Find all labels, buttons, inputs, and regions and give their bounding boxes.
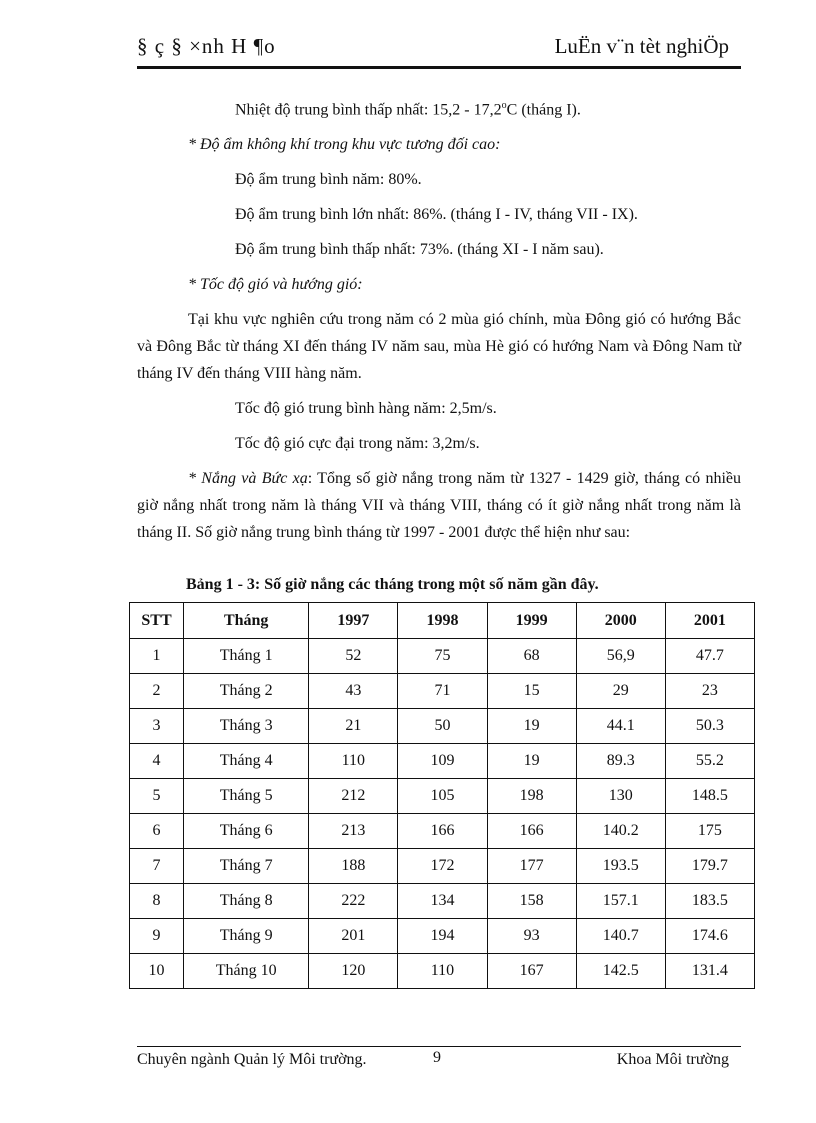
table-cell: 1 xyxy=(130,639,184,674)
table-cell: 213 xyxy=(309,814,398,849)
table-cell: 148.5 xyxy=(665,779,754,814)
table-cell: 201 xyxy=(309,919,398,954)
table-cell: 71 xyxy=(398,674,487,709)
column-header: 2000 xyxy=(576,603,665,639)
table-cell: 222 xyxy=(309,884,398,919)
table-row xyxy=(130,814,755,849)
sunshine-text: : Tổng số giờ nắng trong năm từ 1327 - 1429 giờ, tháng có nhiều giờ nắng nhất trong năm là tháng VII và tháng VIII, tháng có ít giờ nắng nhất trong năm là tháng II. Số giờ nắng trung bình tháng từ 1997 - 2001 được thể hiện như sau: xyxy=(137,470,741,542)
table-cell: 131.4 xyxy=(665,954,754,989)
table-row xyxy=(130,849,755,884)
table-cell: 166 xyxy=(487,814,576,849)
table-cell: 3 xyxy=(130,709,184,744)
table-cell: 2 xyxy=(130,674,184,709)
column-header: STT xyxy=(130,603,184,639)
humidity-heading: * Độ ẩm không khí trong khu vực tương đối cao: xyxy=(188,136,501,154)
table-cell: Tháng 1 xyxy=(184,639,309,674)
page-number: 9 xyxy=(433,1049,441,1066)
table-cell: 21 xyxy=(309,709,398,744)
table-cell: 5 xyxy=(130,779,184,814)
table-cell: 166 xyxy=(398,814,487,849)
table-row xyxy=(130,639,755,674)
table-cell: 89.3 xyxy=(576,744,665,779)
table-cell: Tháng 10 xyxy=(184,954,309,989)
table-row xyxy=(130,884,755,919)
table-cell: 188 xyxy=(309,849,398,884)
table-cell: 134 xyxy=(398,884,487,919)
table-cell: 110 xyxy=(398,954,487,989)
footer-left-text: Chuyên ngành Quản lý Môi trường. xyxy=(137,1051,367,1068)
footer-right-text: Khoa Môi trường xyxy=(616,1051,729,1068)
table-cell: Tháng 9 xyxy=(184,919,309,954)
column-header: 1998 xyxy=(398,603,487,639)
table-row xyxy=(130,674,755,709)
table-cell: 140.2 xyxy=(576,814,665,849)
table-cell: 167 xyxy=(487,954,576,989)
table-cell: Tháng 4 xyxy=(184,744,309,779)
table-cell: Tháng 5 xyxy=(184,779,309,814)
table-cell: 130 xyxy=(576,779,665,814)
table-cell: 120 xyxy=(309,954,398,989)
table-cell: 183.5 xyxy=(665,884,754,919)
table-caption: Bảng 1 - 3: Số giờ nắng các tháng trong một số năm gần đây. xyxy=(186,576,599,593)
table-cell: 44.1 xyxy=(576,709,665,744)
table-cell: 23 xyxy=(665,674,754,709)
sunshine-hours-table xyxy=(129,602,755,989)
table-cell: 19 xyxy=(487,744,576,779)
table-row xyxy=(130,779,755,814)
sunshine-paragraph xyxy=(137,465,741,546)
table-row xyxy=(130,954,755,989)
table-cell: 174.6 xyxy=(665,919,754,954)
table-cell: 50 xyxy=(398,709,487,744)
table-cell: 9 xyxy=(130,919,184,954)
table-cell: 68 xyxy=(487,639,576,674)
table-cell: 52 xyxy=(309,639,398,674)
table-body xyxy=(130,639,755,989)
column-header: 2001 xyxy=(665,603,754,639)
column-header: 1999 xyxy=(487,603,576,639)
column-header: Tháng xyxy=(184,603,309,639)
table-cell: 47.7 xyxy=(665,639,754,674)
table-cell: 29 xyxy=(576,674,665,709)
humidity-max: Độ ẩm trung bình lớn nhất: 86%. (tháng I - IV, tháng VII - IX). xyxy=(235,206,638,224)
humidity-min: Độ ẩm trung bình thấp nhất: 73%. (tháng XI - I năm sau). xyxy=(235,241,604,259)
table-cell: 175 xyxy=(665,814,754,849)
humidity-average: Độ ẩm trung bình năm: 80%. xyxy=(235,171,422,189)
table-row xyxy=(130,919,755,954)
page-footer xyxy=(137,1046,741,1068)
table-cell: 179.7 xyxy=(665,849,754,884)
table-cell: 75 xyxy=(398,639,487,674)
header-left-text: § ç § ×nh H ¶o xyxy=(137,34,276,58)
table-cell: 4 xyxy=(130,744,184,779)
page-header xyxy=(137,34,741,69)
table-row xyxy=(130,744,755,779)
table-cell: 212 xyxy=(309,779,398,814)
table-cell: 172 xyxy=(398,849,487,884)
table-cell: 56,9 xyxy=(576,639,665,674)
table-cell: 110 xyxy=(309,744,398,779)
table-cell: 19 xyxy=(487,709,576,744)
table-row xyxy=(130,709,755,744)
table-cell: 158 xyxy=(487,884,576,919)
table-cell: Tháng 2 xyxy=(184,674,309,709)
table-cell: 177 xyxy=(487,849,576,884)
table-cell: 105 xyxy=(398,779,487,814)
table-cell: Tháng 7 xyxy=(184,849,309,884)
table-cell: Tháng 6 xyxy=(184,814,309,849)
table-cell: 6 xyxy=(130,814,184,849)
table-header-row xyxy=(130,603,755,639)
table-cell: 43 xyxy=(309,674,398,709)
table-cell: 193.5 xyxy=(576,849,665,884)
table-cell: Tháng 3 xyxy=(184,709,309,744)
wind-max: Tốc độ gió cực đại trong năm: 3,2m/s. xyxy=(235,435,480,453)
wind-average: Tốc độ gió trung bình hàng năm: 2,5m/s. xyxy=(235,400,497,418)
table-cell: 15 xyxy=(487,674,576,709)
sunshine-label: * Nắng và Bức xạ xyxy=(188,470,308,488)
table-cell: 142.5 xyxy=(576,954,665,989)
table-cell: 10 xyxy=(130,954,184,989)
column-header: 1997 xyxy=(309,603,398,639)
table-cell: 140.7 xyxy=(576,919,665,954)
body-text xyxy=(137,92,741,546)
table-cell: 109 xyxy=(398,744,487,779)
table-cell: 7 xyxy=(130,849,184,884)
table-cell: 194 xyxy=(398,919,487,954)
wind-heading: * Tốc độ gió và hướng gió: xyxy=(188,276,363,294)
table-cell: 93 xyxy=(487,919,576,954)
table-cell: 198 xyxy=(487,779,576,814)
wind-paragraph: Tại khu vực nghiên cứu trong năm có 2 mùa gió chính, mùa Đông gió có hướng Bắc và Đông Bắc từ tháng XI đến tháng IV năm sau, mùa Hè gió có hướng Nam và Đông Nam từ tháng IV đến tháng VIII hàng năm. xyxy=(137,311,741,383)
table-cell: Tháng 8 xyxy=(184,884,309,919)
header-right-text: LuËn v¨n tèt nghiÖp xyxy=(554,34,729,58)
table-cell: 157.1 xyxy=(576,884,665,919)
table-cell: 55.2 xyxy=(665,744,754,779)
table-cell: 8 xyxy=(130,884,184,919)
min-temperature-line: Nhiệt độ trung bình thấp nhất: 15,2 - 17,2$^o$C (tháng I). xyxy=(235,100,581,119)
table-cell: 50.3 xyxy=(665,709,754,744)
